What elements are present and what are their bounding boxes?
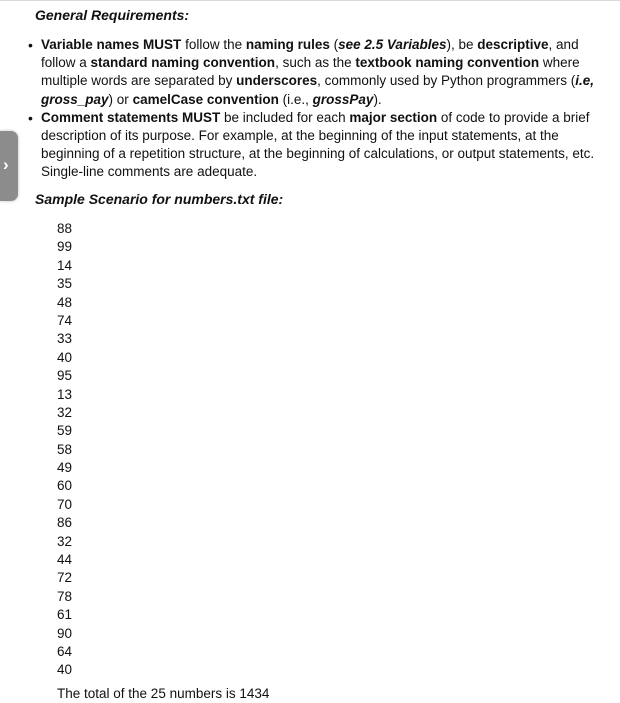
- number-line: 14: [57, 257, 73, 273]
- req2-text-3: major section: [349, 109, 438, 125]
- number-line: 99: [57, 239, 73, 255]
- number-line: 78: [57, 588, 73, 604]
- number-line: 49: [57, 460, 73, 476]
- req1-text-15: i.e, gross_pay: [41, 73, 595, 107]
- req1-text-18: (i.e.,: [278, 91, 313, 107]
- req1-text-10: , such as the: [275, 55, 356, 71]
- req1-text-6: ), be: [446, 37, 478, 52]
- number-line: 86: [57, 515, 73, 531]
- general-requirements-heading: General Requirements:: [35, 7, 190, 23]
- requirements-list: [28, 36, 610, 182]
- number-line: 32: [57, 533, 73, 549]
- number-line: 60: [57, 478, 73, 494]
- req2-text-1: Comment statements MUST: [41, 109, 221, 125]
- number-line: 13: [57, 386, 73, 402]
- sample-scenario-heading: Sample Scenario for numbers.txt file:: [35, 191, 284, 207]
- requirement-variable-names: [28, 36, 610, 109]
- number-line: 48: [57, 294, 73, 310]
- number-line: 35: [57, 276, 73, 292]
- bullet-dot-icon: •: [28, 37, 33, 53]
- req2-text-2: be included for each: [220, 109, 350, 125]
- number-line: 70: [57, 496, 73, 512]
- number-line: 59: [57, 423, 73, 439]
- req1-text-11: textbook naming convention: [355, 55, 540, 71]
- chevron-right-icon[interactable]: ›: [3, 155, 9, 174]
- req1-text-7: descriptive: [477, 37, 549, 52]
- numbers-list: [57, 220, 72, 680]
- number-line: 40: [57, 349, 73, 365]
- number-line: 88: [57, 221, 73, 236]
- number-line: 95: [57, 368, 73, 384]
- number-line: 58: [57, 441, 73, 457]
- req2-text-4: of code to provide a brief description of its purpose. For example, at the beginning of the input statements, at the beginning of a repetition structure, at the beginning of calculations, or output statements, etc. Single-line comments are adequate.: [41, 109, 595, 180]
- req1-text-2: follow the: [181, 37, 246, 52]
- req1-text-9: standard naming convention: [90, 55, 276, 71]
- req1-text-14: , commonly used by Python programmers (: [317, 73, 576, 89]
- req1-text-4: (: [329, 37, 339, 52]
- number-line: 40: [57, 662, 73, 678]
- requirement-comment-statements: [28, 109, 610, 182]
- number-line: 32: [57, 404, 73, 420]
- req1-text-5: see 2.5 Variables: [338, 37, 447, 52]
- number-line: 74: [57, 312, 73, 328]
- side-expand-tab[interactable]: [0, 131, 18, 201]
- req1-text-20: ).: [373, 91, 382, 107]
- req1-text-8: , and follow a: [41, 37, 579, 71]
- req1-text-12: where multiple words are separated by: [41, 55, 580, 89]
- top-divider: [0, 0, 620, 1]
- total-output-line: The total of the 25 numbers is 1434: [57, 686, 270, 701]
- number-line: 72: [57, 570, 73, 586]
- req1-text-1: Variable names MUST: [41, 37, 182, 52]
- number-line: 61: [57, 607, 73, 623]
- bullet-dot-icon: •: [28, 109, 33, 126]
- req1-text-19: grossPay: [312, 91, 374, 107]
- req1-text-13: underscores: [236, 73, 318, 89]
- number-line: 64: [57, 643, 73, 659]
- req1-text-3: naming rules: [245, 37, 330, 52]
- number-line: 33: [57, 331, 73, 347]
- number-line: 90: [57, 625, 73, 641]
- req1-text-17: camelCase convention: [132, 91, 279, 107]
- req1-text-16: ) or: [108, 91, 133, 107]
- number-line: 44: [57, 552, 73, 568]
